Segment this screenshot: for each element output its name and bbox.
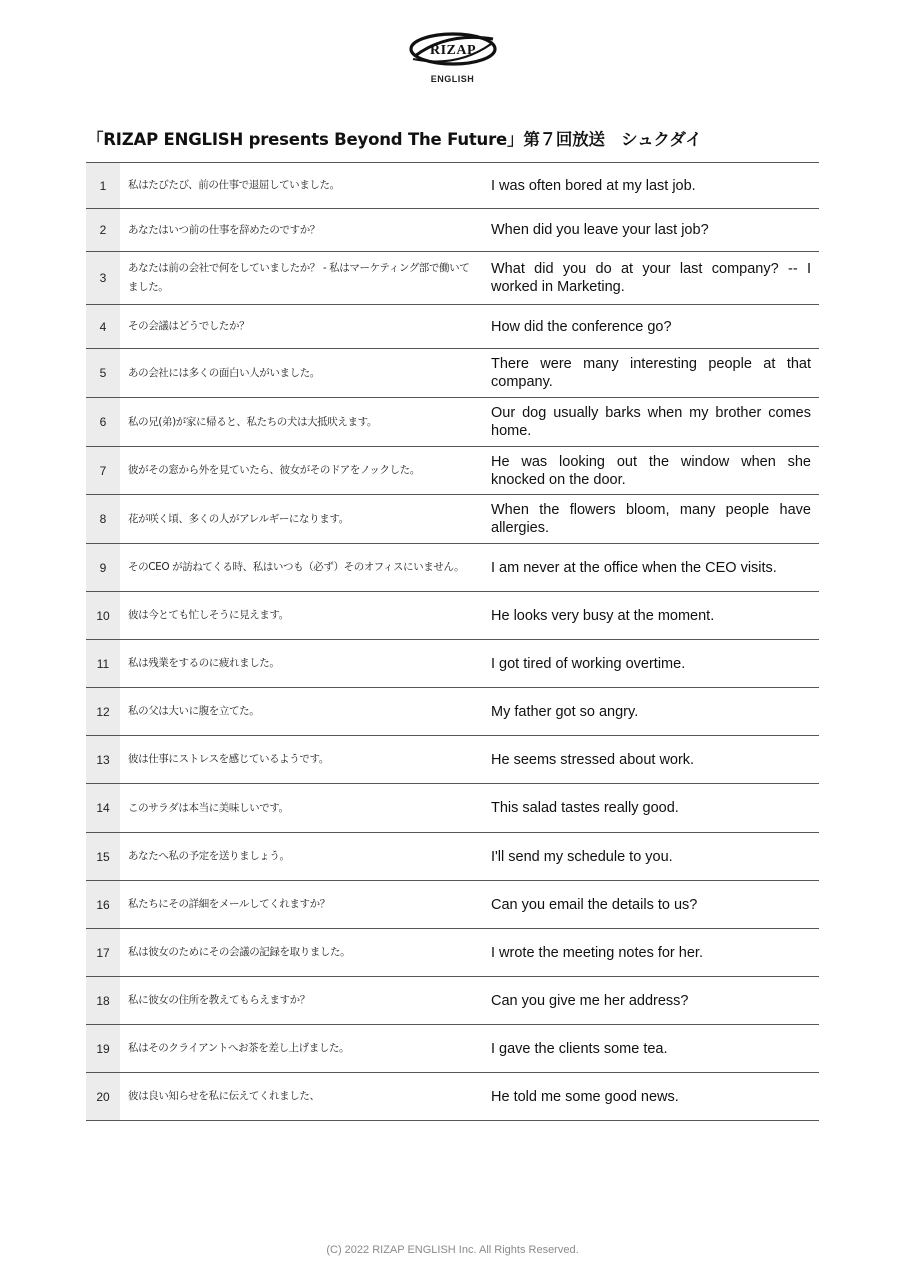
row-number: 8 xyxy=(86,495,120,544)
japanese-sentence: 彼は今とても忙しそうに見えます。 xyxy=(128,609,289,621)
english-sentence: My father got so angry. xyxy=(491,703,639,720)
table-row xyxy=(86,688,819,736)
japanese-sentence: そのCEO が訪ねてくる時、私はいつも（必ず）そのオフィスにいません。 xyxy=(128,561,465,573)
japanese-sentence: 私の兄(弟)が家に帰ると、私たちの犬は大抵吠えます。 xyxy=(128,415,377,428)
english-sentence: Can you give me her address? xyxy=(491,992,689,1009)
table-row xyxy=(86,252,819,305)
row-number: 3 xyxy=(86,252,120,305)
table-row xyxy=(86,640,819,688)
row-number: 17 xyxy=(86,929,120,977)
table-row xyxy=(86,349,819,398)
english-sentence: I got tired of working overtime. xyxy=(491,655,686,672)
table-row xyxy=(86,495,819,544)
row-number: 9 xyxy=(86,544,120,592)
english-sentence: I'll send my schedule to you. xyxy=(491,848,673,865)
japanese-sentence: 彼がその窓から外を見ていたら、彼女がそのドアをノックした。 xyxy=(128,464,420,476)
table-row xyxy=(86,544,819,592)
japanese-sentence: 私は彼女のためにその会議の記録を取りました。 xyxy=(128,946,351,958)
row-number: 4 xyxy=(86,305,120,349)
logo-text: RIZAP xyxy=(429,43,476,58)
row-number: 15 xyxy=(86,833,120,881)
english-sentence: I wrote the meeting notes for her. xyxy=(491,944,703,961)
japanese-sentence: 私はたびたび、前の仕事で退屈していました。 xyxy=(128,179,340,191)
table-row xyxy=(86,833,819,881)
english-sentence: He looks very busy at the moment. xyxy=(491,607,715,624)
copyright-footer: (C) 2022 RIZAP ENGLISH Inc. All Rights Reserved. xyxy=(326,1244,579,1256)
japanese-sentence: 花が咲く頃、多くの人がアレルギーになります。 xyxy=(128,512,349,525)
row-number: 1 xyxy=(86,163,120,209)
english-sentence: He was looking out the window when she knocked on the door. xyxy=(491,453,811,488)
english-sentence: I was often bored at my last job. xyxy=(491,177,696,194)
logo-subtext: ENGLISH xyxy=(430,74,475,84)
row-number: 10 xyxy=(86,592,120,640)
english-sentence: This salad tastes really good. xyxy=(491,800,679,816)
japanese-sentence: 私は残業をするのに疲れました。 xyxy=(128,657,280,669)
japanese-sentence: 彼は仕事にストレスを感じているようです。 xyxy=(128,753,329,765)
english-sentence: When the flowers bloom, many people have allergies. xyxy=(491,502,811,536)
english-sentence: How did the conference go? xyxy=(491,318,672,335)
table-row xyxy=(86,881,819,929)
row-number: 18 xyxy=(86,977,120,1025)
table-row xyxy=(86,929,819,977)
table-row xyxy=(86,398,819,447)
row-number: 11 xyxy=(86,640,120,688)
japanese-sentence: 私の父は大いに腹を立てた。 xyxy=(128,705,260,717)
japanese-sentence: 私に彼女の住所を教えてもらえますか？ xyxy=(128,994,310,1006)
english-sentence: Can you email the details to us? xyxy=(491,896,698,913)
table-row xyxy=(86,447,819,495)
table-row xyxy=(86,163,819,209)
table-row xyxy=(86,592,819,640)
rizap-logo-mark xyxy=(407,28,499,70)
table-row xyxy=(86,977,819,1025)
japanese-sentence: あなたへ私の予定を送りましょう。 xyxy=(128,850,290,862)
row-number: 5 xyxy=(86,349,120,398)
japanese-sentence: 私たちにその詳細をメールしてくれますか？ xyxy=(128,898,330,910)
row-number: 13 xyxy=(86,736,120,784)
table-row xyxy=(86,736,819,784)
english-sentence: What did you do at your last company? -- I worked in Marketing. xyxy=(491,261,811,295)
row-number: 7 xyxy=(86,447,120,495)
english-sentence: I gave the clients some tea. xyxy=(491,1040,668,1057)
english-sentence: Our dog usually barks when my brother comes home. xyxy=(491,405,811,439)
japanese-sentence: 私はそのクライアントへお茶を差し上げました。 xyxy=(128,1042,350,1054)
table-row xyxy=(86,784,819,833)
row-number: 12 xyxy=(86,688,120,736)
japanese-sentence: あなたはいつ前の仕事を辞めたのですか？ xyxy=(128,223,320,236)
table-row xyxy=(86,209,819,252)
homework-table xyxy=(86,162,819,1121)
japanese-sentence: 彼は良い知らせを私に伝えてくれました、 xyxy=(128,1090,320,1102)
japanese-sentence: その会議はどうでしたか？ xyxy=(128,320,250,332)
table-row xyxy=(86,305,819,349)
japanese-sentence: このサラダは本当に美味しいです。 xyxy=(128,801,289,814)
row-number: 19 xyxy=(86,1025,120,1073)
english-sentence: He told me some good news. xyxy=(491,1088,679,1105)
rizap-logo xyxy=(0,28,905,84)
page-title: 「RIZAP ENGLISH presents Beyond The Future」第７回放送 シュクダイ xyxy=(87,130,702,149)
row-number: 6 xyxy=(86,398,120,447)
table-row xyxy=(86,1025,819,1073)
japanese-sentence: あの会社には多くの面白い人がいました。 xyxy=(128,366,320,379)
row-number: 14 xyxy=(86,784,120,833)
table-row xyxy=(86,1073,819,1121)
english-sentence: There were many interesting people at that company. xyxy=(491,356,811,390)
english-sentence: I am never at the office when the CEO visits. xyxy=(491,559,777,576)
row-number: 20 xyxy=(86,1073,120,1121)
english-sentence: He seems stressed about work. xyxy=(491,751,695,768)
japanese-sentence: あなたは前の会社で何をしていましたか？ - 私はマーケティング部で働いてました。 xyxy=(128,262,470,293)
row-number: 2 xyxy=(86,209,120,252)
row-number: 16 xyxy=(86,881,120,929)
english-sentence: When did you leave your last job? xyxy=(491,222,709,238)
